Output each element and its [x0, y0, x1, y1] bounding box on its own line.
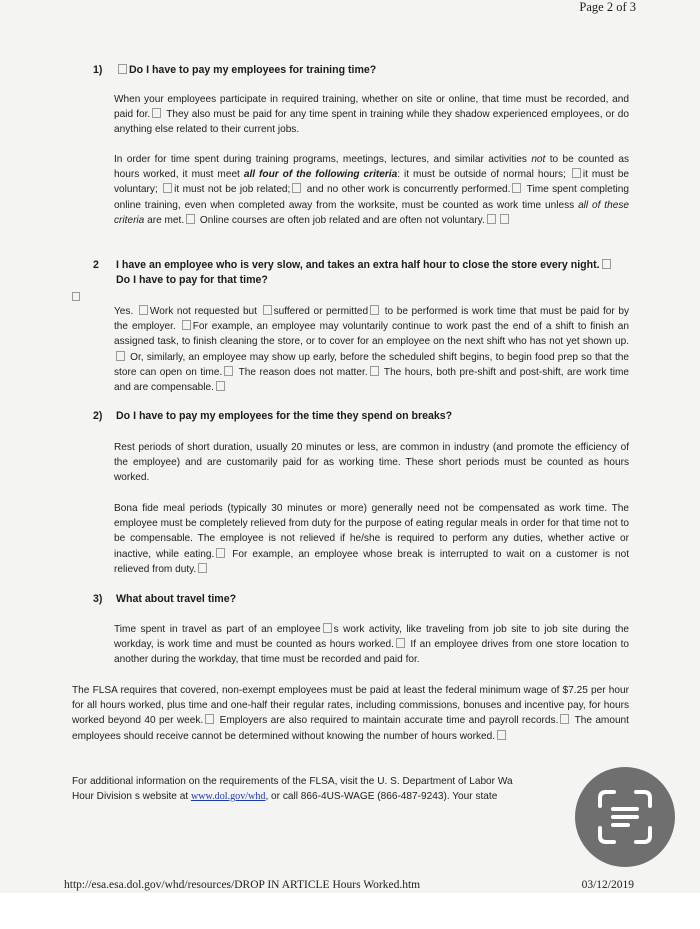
page-bottom-margin [0, 893, 700, 929]
question-1-paragraph-1: When your employees participate in required training, whether on site or online, that time must be recorded, and paid for. They also must be paid for any time spent in training while they shadow experienced employees, or do anything else related to their current jobs. [114, 94, 629, 136]
question-2-paragraph: Yes. Work not requested but suffered or permitted to be performed is work time that must be paid for by the employer. For example, an employee may voluntarily continue to work past the end of a shift to finish an assigned task, to finish cleaning the store, or to cover for an employee on the next shift who has not yet shown up. Or, similarly, an employee may show up early, before the scheduled shift begins, to begin food prep so that the store can open on time. The reason does not matter. The hours, both pre-shift and post-shift, are work time and are compensable. [114, 306, 630, 394]
question-1-paragraph-2: In order for time spent during training programs, meetings, lectures, and similar activities not to be counted as hours worked, it must meet all four of the following criteria: it must be outside of normal hours; it must be voluntary; it must not be job related; and no other work is concurrently performed. Time spent completing online training, even when completed away from the worksite, must be counted as work time unless all of these criteria are met. Online courses are often job related and are often not voluntary. [114, 154, 629, 226]
question-4-paragraph: Time spent in travel as part of an employee s work activity, like traveling from job site to job site during the workday, is work time and must be counted as hours worked. If an employee drives from one store location to another during the workday, that time must be recorded and paid for. [114, 624, 630, 666]
flsa-paragraph: The FLSA requires that covered, non-exempt employees must be paid at least the federal minimum wage of $7.25 per hour for all hours worked, plus time and one-half their regular rates, including commissions, bonuses and incentive pay, for hours worked beyond 40 per week. Employers are also required to maintain accurate time and payroll records. The amount employees should receive cannot be determined without knowing the number of hours worked. [72, 685, 629, 742]
question-1-number: 1) [93, 64, 103, 76]
footer-date: 03/12/2019 [581, 879, 634, 891]
question-3-paragraph-1: Rest periods of short duration, usually 20 minutes or less, are common in industry (and promote the efficiency of the employee) and are customarily paid for as working time. These short periods must be counted as hours worked. [114, 442, 629, 484]
missing-glyph-box [72, 292, 80, 301]
question-3-title: Do I have to pay my employees for the time they spend on breaks? [116, 410, 453, 422]
scan-text-icon [592, 784, 658, 850]
question-4-number: 3) [93, 593, 103, 605]
footer-url: http://esa.esa.dol.gov/whd/resources/DROP IN ARTICLE Hours Worked.htm [64, 879, 421, 891]
question-2-title-line-2: Do I have to pay for that time? [116, 274, 268, 286]
question-2-number: 2 [93, 259, 99, 271]
additional-info-line-2: Hour Division s website at www.dol.gov/whd, or call 866-4US-WAGE (866-487-9243). Your state [72, 791, 498, 802]
question-2-title-line-1: I have an employee who is very slow, and takes an extra half hour to close the store every night. [116, 259, 600, 271]
additional-info-line-1: For additional information on the requirements of the FLSA, visit the U. S. Department of Labor Wa [72, 776, 513, 787]
question-3-number: 2) [93, 410, 103, 422]
dol-whd-link[interactable]: www.dol.gov/whd [190, 791, 266, 802]
missing-glyph-box [118, 64, 127, 74]
scan-text-button[interactable] [575, 767, 675, 867]
question-3-paragraph-2: Bona fide meal periods (typically 30 minutes or more) generally need not be compensated as work time. The employee must be completely relieved from duty for the purpose of eating regular meals in order for that time not to be compensable. The employee is not relieved if he/she is required to perform any duties, whether active or inactive, while eating. For example, an employee whose break is interrupted to wait on a customer is not relieved from duty. [114, 503, 629, 575]
page-number: Page 2 of 3 [579, 0, 636, 14]
question-1-title: Do I have to pay my employees for training time? [129, 64, 377, 76]
question-4-title: What about travel time? [116, 593, 237, 605]
